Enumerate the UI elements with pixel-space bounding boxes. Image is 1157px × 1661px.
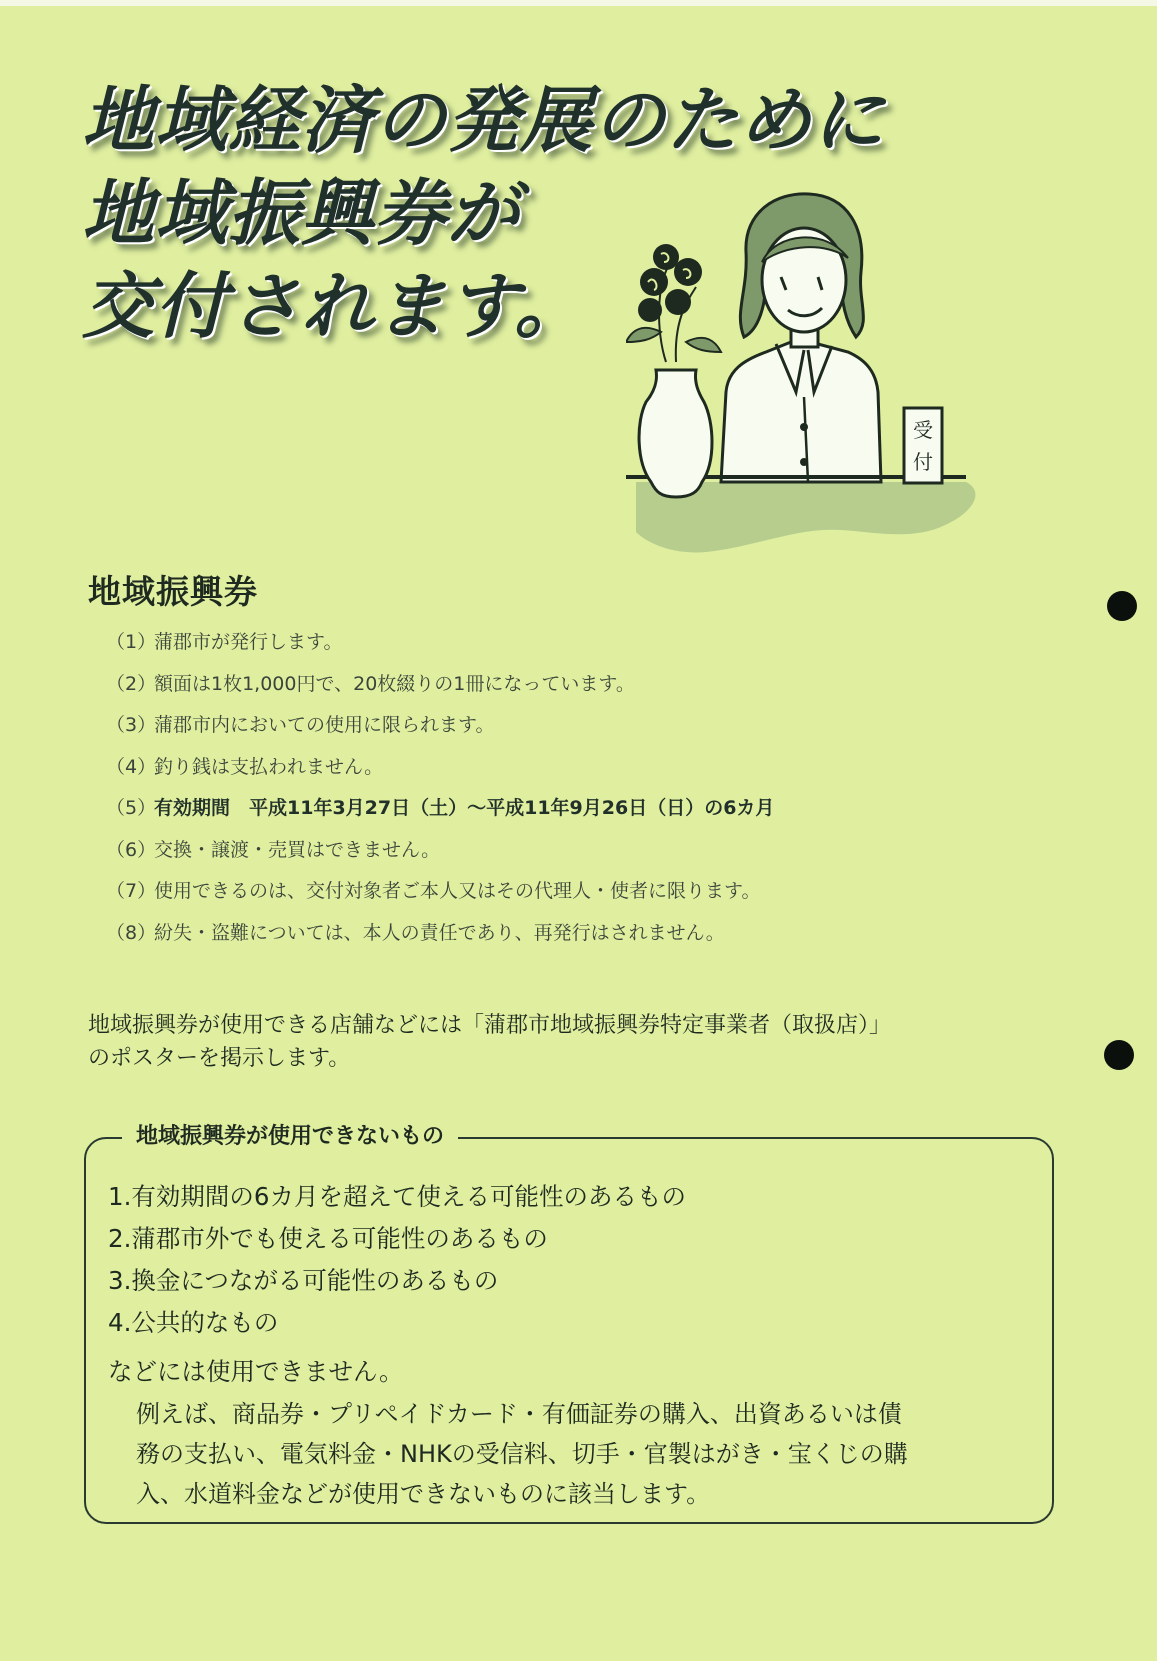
rule-number: （3） (106, 714, 157, 736)
rule-text: 釣り銭は支払われません。 (154, 755, 384, 778)
rule-text: 紛失・盗難については、本人の責任であり、再発行はされません。 (154, 921, 725, 944)
headline-line-2: 地域振興券が (82, 171, 521, 255)
examples-line-3: 入、水道料金などが使用できないものに該当します。 (136, 1480, 711, 1508)
reception-illustration (626, 192, 1026, 592)
restriction-item-4: 4.公共的なもの (108, 1308, 279, 1337)
headline (82, 74, 886, 353)
rule-item-7 (106, 877, 774, 919)
rule-number: （5） (106, 797, 157, 819)
rule-item-5 (106, 794, 774, 836)
rule-text: 蒲郡市が発行します。 (154, 631, 343, 653)
section-title: 地域振興券 (88, 572, 258, 611)
poster-notice-line-2: のポスターを掲示します。 (88, 1046, 351, 1071)
rule-number: （6） (106, 838, 157, 861)
restriction-item-3: 3.換金につながる可能性のあるもの (108, 1266, 499, 1295)
restrictions-examples (136, 1394, 1016, 1514)
rule-text: 使用できるのは、交付対象者ご本人又はその代理人・使者に限ります。 (154, 880, 761, 902)
rule-item-1 (106, 628, 774, 670)
rule-text: 交換・譲渡・売買はできません。 (154, 838, 441, 861)
rule-item-3 (106, 711, 774, 753)
rule-item-4 (106, 753, 774, 795)
rule-number: （1） (106, 631, 157, 653)
examples-line-1: 例えば、商品券・プリペイドカード・有価証券の購入、出資あるいは債 (136, 1400, 902, 1428)
flower-vase (626, 244, 721, 497)
rule-number: （8） (106, 921, 157, 944)
restrictions-list (108, 1181, 686, 1349)
punch-hole-bottom (1104, 1040, 1134, 1070)
rules-list (106, 628, 774, 960)
examples-line-2: 務の支払い、電気料金・NHKの受信料、切手・官製はがき・宝くじの購 (136, 1440, 908, 1468)
rule-item-6 (106, 836, 774, 878)
sign-char-top: 受 (913, 418, 933, 442)
poster-notice-line-1: 地域振興券が使用できる店舗などには「蒲郡市地域振興券特定事業者（取扱店）」 (88, 1013, 892, 1038)
restrictions-box-title: 地域振興券が使用できないもの (122, 1122, 458, 1152)
headline-line-3: 交付されます。 (82, 264, 588, 348)
sign-char-bottom: 付 (913, 450, 933, 474)
punch-hole-top (1107, 591, 1137, 621)
restrictions-closing: などには使用できません。 (108, 1357, 404, 1386)
reception-sign (904, 408, 942, 483)
restriction-item-1: 1.有効期間の6カ月を超えて使える可能性のあるもの (108, 1182, 686, 1211)
rule-number: （7） (106, 880, 157, 902)
rule-text: 有効期間 平成11年3月27日（土）～平成11年9月26日（日）の6カ月 (154, 797, 775, 819)
restriction-item-2: 2.蒲郡市外でも使える可能性のあるもの (108, 1224, 548, 1253)
headline-line-1: 地域経済の発展のために (82, 78, 886, 162)
rule-text: 額面は1枚1,000円で、20枚綴りの1冊になっています。 (154, 672, 635, 695)
rule-number: （4） (106, 755, 157, 778)
rule-item-2 (106, 670, 774, 712)
poster-notice (88, 1009, 891, 1075)
rule-item-8 (106, 919, 774, 961)
page-top-edge (0, 0, 1157, 6)
rule-number: （2） (106, 672, 157, 695)
restrictions-box (84, 1124, 1054, 1524)
rule-text: 蒲郡市内においての使用に限られます。 (154, 714, 495, 736)
receptionist (721, 194, 881, 482)
